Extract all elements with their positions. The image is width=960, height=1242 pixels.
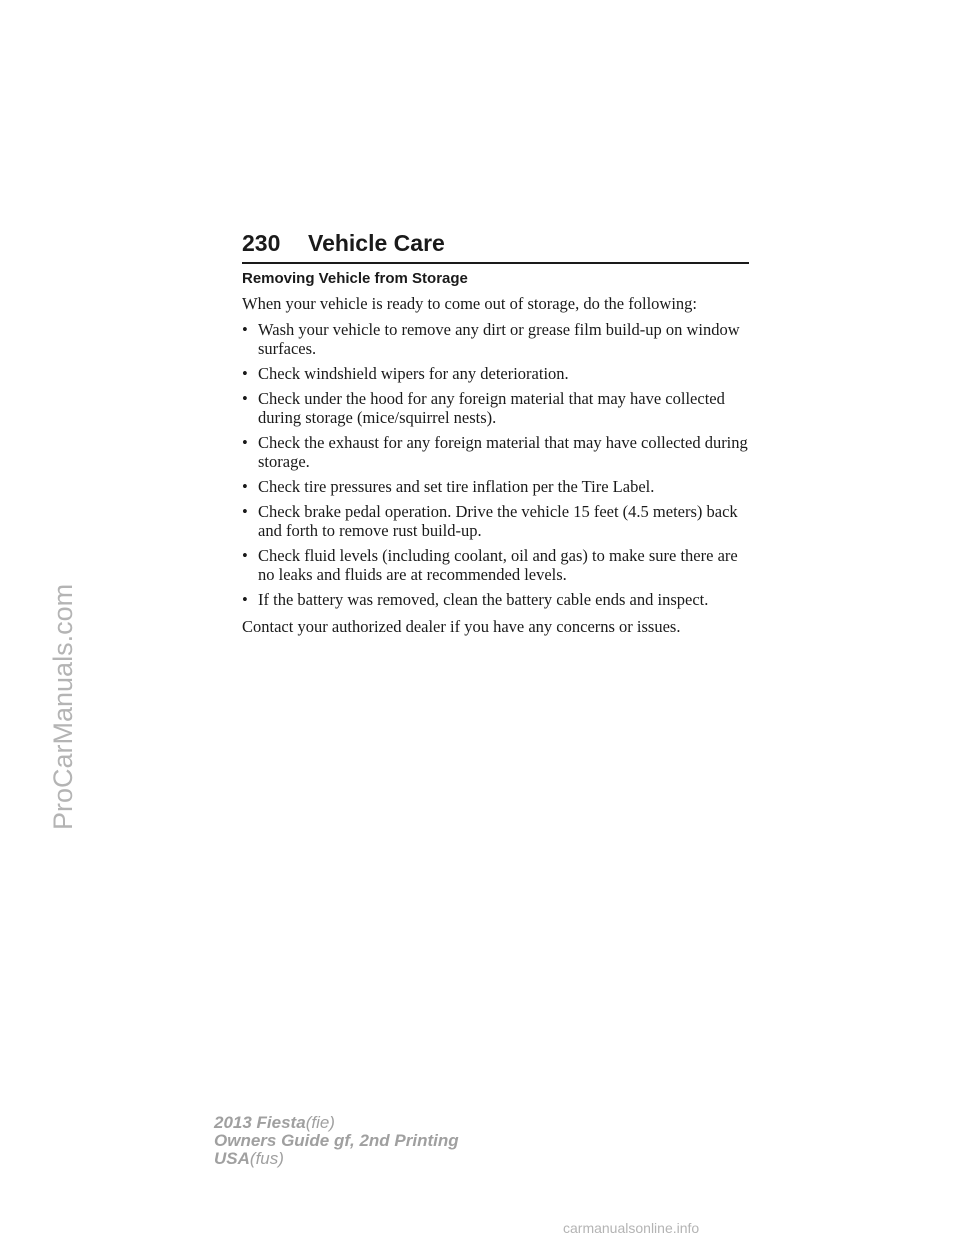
list-item-text: Check windshield wipers for any deterioration.	[258, 364, 569, 383]
list-item-text: Check tire pressures and set tire inflation per the Tire Label.	[258, 477, 655, 496]
site-link[interactable]: carmanualsonline.info	[563, 1220, 700, 1236]
bullet-icon: •	[242, 364, 248, 383]
subheading: Removing Vehicle from Storage	[242, 270, 468, 287]
list-item-text: Wash your vehicle to remove any dirt or grease film build-up on window surfaces.	[258, 320, 740, 358]
list-item	[242, 320, 757, 358]
page-content	[242, 269, 757, 636]
closing-paragraph: Contact your authorized dealer if you have any concerns or issues.	[242, 617, 681, 636]
footer-model-code: (fie)	[305, 1113, 335, 1132]
footer-model: 2013 Fiesta	[214, 1113, 306, 1132]
page-header	[242, 228, 749, 264]
bullet-icon: •	[242, 389, 248, 408]
list-item	[242, 433, 757, 471]
bullet-icon: •	[242, 433, 248, 452]
footer-line-model	[214, 1114, 459, 1132]
bullet-icon: •	[242, 477, 248, 496]
bullet-icon: •	[242, 590, 248, 609]
page-number: 230	[242, 230, 281, 256]
footer-market: USA	[214, 1149, 250, 1168]
list-item-text: Check brake pedal operation. Drive the vehicle 15 feet (4.5 meters) back and forth to remove rust build-up.	[258, 502, 738, 540]
list-item	[242, 502, 757, 540]
bullet-icon: •	[242, 546, 248, 565]
footer-guide-edition: Owners Guide gf, 2nd Printing	[214, 1131, 459, 1150]
list-item	[242, 364, 757, 383]
intro-paragraph: When your vehicle is ready to come out of storage, do the following:	[242, 294, 697, 313]
document-footer	[214, 1114, 459, 1168]
bullet-icon: •	[242, 502, 248, 521]
list-item-text: Check fluid levels (including coolant, oil and gas) to make sure there are no leaks and fluids are at recommended levels.	[258, 546, 738, 584]
list-item-text: If the battery was removed, clean the battery cable ends and inspect.	[258, 590, 709, 609]
list-item	[242, 590, 757, 609]
list-item-text: Check the exhaust for any foreign material that may have collected during storage.	[258, 433, 748, 471]
list-item	[242, 477, 757, 496]
list-item	[242, 389, 757, 427]
footer-market-code: (fus)	[249, 1149, 284, 1168]
watermark-text: ProCarManuals.com	[48, 583, 78, 830]
list-item-text: Check under the hood for any foreign material that may have collected during storage (mice/squirrel nests).	[258, 389, 725, 427]
bullet-icon: •	[242, 320, 248, 339]
section-title: Vehicle Care	[308, 230, 445, 256]
bullet-list	[242, 320, 757, 609]
list-item	[242, 546, 757, 584]
footer-line-market	[214, 1150, 459, 1168]
